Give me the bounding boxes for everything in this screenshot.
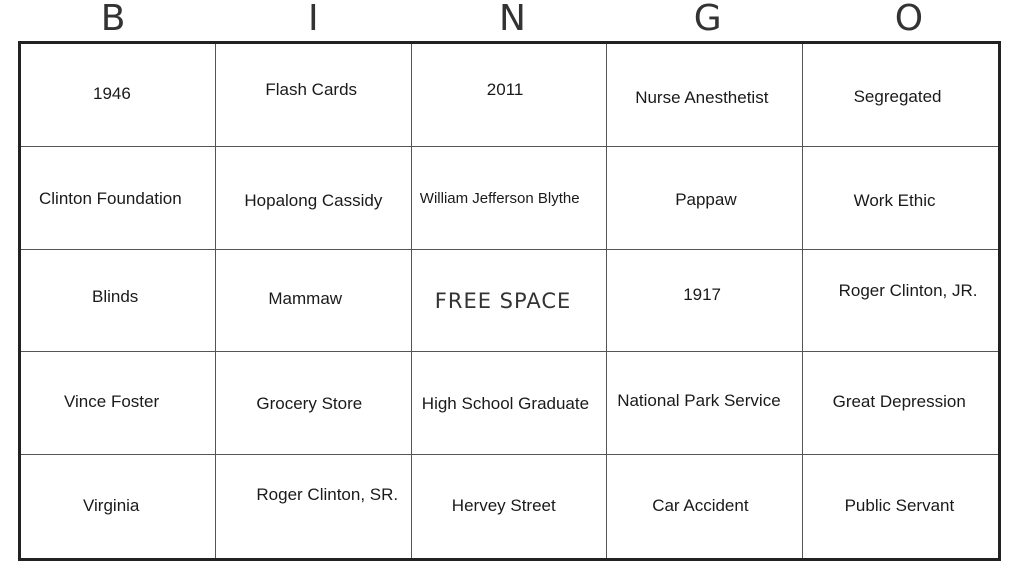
cell-label: National Park Service bbox=[617, 391, 781, 411]
bingo-cell bbox=[216, 147, 411, 250]
bingo-cell bbox=[21, 352, 216, 455]
bingo-cell bbox=[216, 455, 411, 558]
bingo-header bbox=[20, 0, 1001, 38]
bingo-grid bbox=[18, 41, 1001, 561]
bingo-cell bbox=[803, 44, 998, 147]
bingo-cell bbox=[412, 44, 607, 147]
bingo-cell bbox=[216, 250, 411, 353]
cell-label: Work Ethic bbox=[853, 190, 936, 210]
header-letter-g: G bbox=[693, 0, 724, 39]
bingo-cell bbox=[216, 352, 411, 455]
header-letter-b: B bbox=[100, 0, 128, 39]
cell-label: Nurse Anesthetist bbox=[635, 88, 769, 107]
bingo-cell bbox=[803, 455, 998, 558]
cell-label: High School Graduate bbox=[421, 394, 590, 414]
bingo-cell bbox=[21, 455, 216, 558]
cell-label: Public Servant bbox=[844, 496, 955, 516]
header-letter-i: I bbox=[307, 0, 321, 39]
bingo-cell bbox=[607, 352, 802, 455]
cell-label: Virginia bbox=[83, 496, 140, 516]
cell-label: Roger Clinton, JR. bbox=[838, 280, 978, 300]
cell-label: Hopalong Cassidy bbox=[244, 190, 383, 210]
cell-label: 1917 bbox=[683, 284, 722, 304]
free-space-cell bbox=[412, 250, 607, 353]
cell-label: Clinton Foundation bbox=[39, 188, 182, 208]
cell-label: Blinds bbox=[92, 286, 139, 306]
cell-label: Great Depression bbox=[832, 392, 966, 412]
cell-label: 2011 bbox=[486, 80, 524, 99]
bingo-cell bbox=[607, 250, 802, 353]
cell-label: Grocery Store bbox=[256, 394, 363, 414]
header-letter-n: N bbox=[499, 0, 528, 39]
bingo-cell bbox=[21, 44, 216, 147]
cell-label: William Jefferson Blythe bbox=[419, 189, 580, 207]
cell-label: 1946 bbox=[93, 84, 131, 103]
cell-label: Roger Clinton, SR. bbox=[256, 485, 399, 505]
bingo-cell bbox=[803, 147, 998, 250]
header-letter-o: O bbox=[894, 0, 926, 39]
cell-label: Segregated bbox=[853, 87, 942, 106]
cell-label: Car Accident bbox=[652, 496, 749, 516]
bingo-cell bbox=[412, 455, 607, 558]
bingo-cell bbox=[803, 250, 998, 353]
bingo-cell bbox=[21, 250, 216, 353]
bingo-cell bbox=[803, 352, 998, 455]
cell-label: Pappaw bbox=[675, 189, 737, 209]
bingo-cell bbox=[412, 147, 607, 250]
bingo-cell bbox=[607, 147, 802, 250]
bingo-cell bbox=[607, 44, 802, 147]
free-space-label: FREE SPACE bbox=[434, 288, 572, 313]
cell-label: Flash Cards bbox=[265, 80, 358, 99]
cell-label: Hervey Street bbox=[451, 496, 556, 516]
bingo-cell bbox=[216, 44, 411, 147]
cell-label: Vince Foster bbox=[64, 392, 160, 412]
bingo-cell bbox=[412, 352, 607, 455]
cell-label: Mammaw bbox=[268, 288, 343, 308]
bingo-cell bbox=[21, 147, 216, 250]
bingo-cell bbox=[607, 455, 802, 558]
